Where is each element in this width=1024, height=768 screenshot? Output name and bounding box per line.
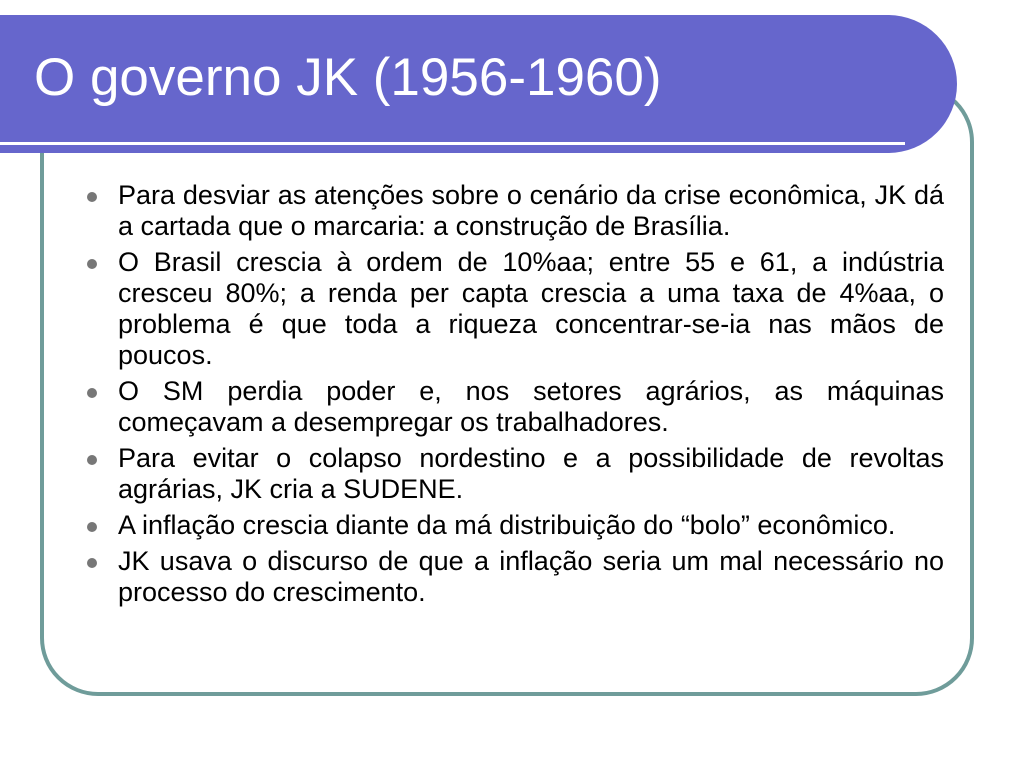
bullet-item xyxy=(118,546,944,608)
title-underline xyxy=(0,142,905,145)
bullet-item xyxy=(118,376,944,438)
bullet-dot-icon xyxy=(87,558,97,568)
bullet-text: O SM perdia poder e, nos setores agrários, as máquinas começavam a desempregar os trabalhadores. xyxy=(118,376,944,437)
bullet-list xyxy=(118,180,944,613)
bullet-dot-icon xyxy=(87,388,97,398)
bullet-item xyxy=(118,443,944,505)
bullet-text: JK usava o discurso de que a inflação seria um mal necessário no processo do crescimento. xyxy=(118,546,944,607)
bullet-text: Para evitar o colapso nordestino e a possibilidade de revoltas agrárias, JK cria a SUDENE. xyxy=(118,443,944,504)
bullet-dot-icon xyxy=(87,192,97,202)
bullet-dot-icon xyxy=(87,522,97,532)
bullet-text: Para desviar as atenções sobre o cenário da crise econômica, JK dá a cartada que o marcaria: a construção de Brasília. xyxy=(118,180,944,241)
bullet-text: O Brasil crescia à ordem de 10%aa; entre 55 e 61, a indústria cresceu 80%; a renda per capta crescia a uma taxa de 4%aa, o problema é que toda a riqueza concentrar-se-ia nas mãos de poucos. xyxy=(118,247,944,370)
title-bar xyxy=(0,15,957,153)
bullet-item xyxy=(118,247,944,371)
slide-title: O governo JK (1956-1960) xyxy=(34,48,662,107)
bullet-dot-icon xyxy=(87,455,97,465)
bullet-text: A inflação crescia diante da má distribuição do “bolo” econômico. xyxy=(118,510,896,540)
bullet-item xyxy=(118,510,944,541)
bullet-dot-icon xyxy=(87,259,97,269)
bullet-item xyxy=(118,180,944,242)
